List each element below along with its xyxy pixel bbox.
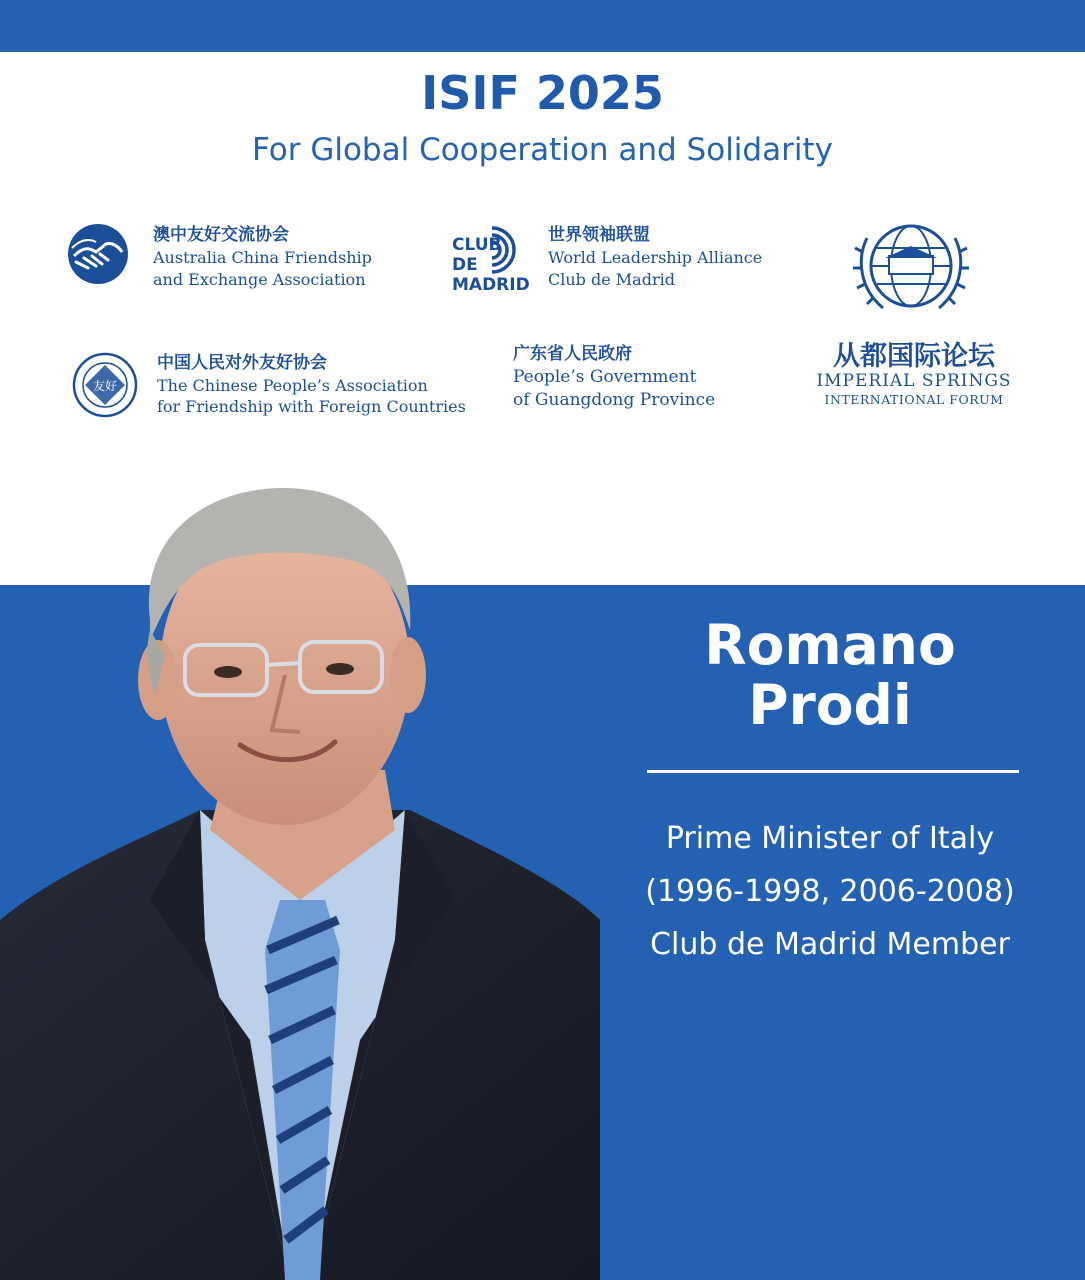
cpaffc-name-en-line1: The Chinese People’s Association (157, 376, 428, 395)
speaker-role-line3: Club de Madrid Member (650, 927, 1010, 962)
club-mark-line3: MADRID (452, 275, 530, 295)
club-mark-line2: DE (452, 255, 478, 275)
speaker-name-line1: Romano (704, 613, 956, 677)
acfea-name-en-line1: Australia China Friendship (153, 248, 372, 267)
guangdong-name-en-line2: of Guangdong Province (513, 390, 716, 410)
speaker-name-line2: Prodi (748, 673, 912, 737)
handshake-globe-icon (66, 222, 130, 286)
acfea-logo-text (153, 223, 372, 291)
speaker-portrait (0, 480, 605, 1280)
cpaffc-logo-text (157, 351, 466, 417)
speaker-role-line1: Prime Minister of Italy (665, 821, 995, 856)
name-divider (647, 770, 1019, 773)
club-name-en-line1: World Leadership Alliance (548, 248, 763, 267)
cpaffc-name-en-line2: for Friendship with Foreign Countries (157, 397, 466, 416)
isf-name-en-line2: INTERNATIONAL FORUM (824, 392, 1004, 407)
guangdong-government-text (513, 342, 715, 412)
acfea-name-cn: 澳中友好交流协会 (153, 225, 289, 245)
guangdong-name-cn: 广东省人民政府 (513, 344, 632, 364)
isf-name-cn: 从都国际论坛 (833, 341, 995, 372)
speaker-name (620, 615, 1040, 735)
club-name-cn: 世界领袖联盟 (548, 225, 650, 245)
club-de-madrid-logo (452, 222, 532, 294)
speaker-role (600, 812, 1060, 971)
cpaffc-seal-icon (72, 352, 138, 418)
cpaffc-seal-text: 友好 (92, 379, 118, 393)
cpaffc-name-cn: 中国人民对外友好协会 (157, 353, 327, 373)
isf-name-en-line1: IMPERIAL SPRINGS (816, 371, 1012, 391)
club-mark-line1: CLUB (452, 235, 502, 255)
event-title: ISIF 2025 (421, 66, 664, 120)
event-subtitle: For Global Cooperation and Solidarity (252, 132, 833, 168)
club-name-en-line2: Club de Madrid (548, 270, 675, 289)
speaker-role-line2: (1996-1998, 2006-2008) (645, 874, 1015, 909)
globe-laurel-emblem-icon (853, 218, 969, 318)
club-de-madrid-logo-text (548, 223, 762, 291)
top-banner-bar (0, 0, 1085, 52)
acfea-name-en-line2: and Exchange Association (153, 270, 366, 289)
guangdong-name-en-line1: People’s Government (513, 367, 697, 387)
